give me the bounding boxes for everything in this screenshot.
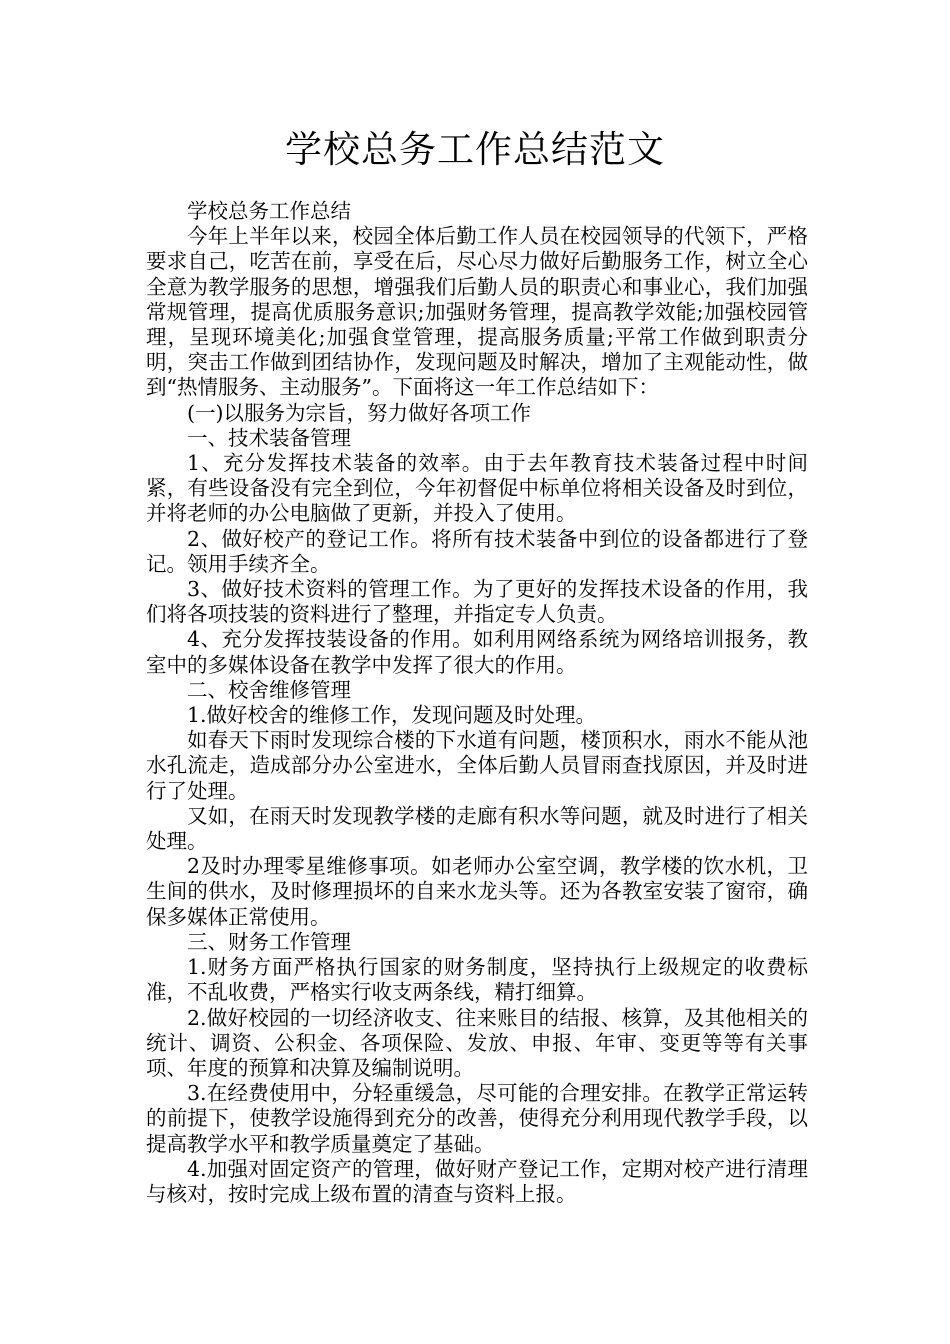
paragraph: 1.做好校舍的维修工作，发现问题及时处理。 <box>187 703 597 728</box>
paragraph: 3、做好技术资料的管理工作。为了更好的发挥技术设备的作用，我们将各项技装的资料进行了整理，并指定专人负责。 <box>146 577 808 627</box>
document-title: 学校总务工作总结范文 <box>285 128 665 171</box>
paragraph: 1、充分发挥技术装备的效率。由于去年教育技术装备过程中时间紧，有些设备没有完全到位，今年初督促中标单位将相关设备及时到位，并将老师的办公电脑做了更新，并投入了使用。 <box>146 451 808 526</box>
paragraph: 如春天下雨时发现综合楼的下水道有问题，楼顶积水，雨水不能从池水孔流走，造成部分办公室进水，全体后勤人员冒雨查找原因，并及时进行了处理。 <box>146 728 808 803</box>
subsection-heading-finance: 三、财务工作管理 <box>187 929 351 954</box>
paragraph: 4.加强对固定资产的管理，做好财产登记工作，定期对校产进行清理与核对，按时完成上级布置的清查与资料上报。 <box>146 1156 808 1206</box>
document-body <box>146 199 808 1207</box>
paragraph: 又如，在雨天时发现教学楼的走廊有积水等问题，就及时进行了相关处理。 <box>146 803 808 854</box>
paragraph: 2、做好校产的登记工作。将所有技术装备中到位的设备都进行了登记。领用手续齐全。 <box>146 526 808 576</box>
section-heading: (一)以服务为宗旨，努力做好各项工作 <box>187 400 531 425</box>
subsection-heading-maintenance: 二、校舍维修管理 <box>187 677 351 702</box>
paragraph: 3.在经费使用中，分轻重缓急，尽可能的合理安排。在教学正常运转的前提下，使教学设施得到充分的改善，使得充分利用现代教学手段，以提高教学水平和教学质量奠定了基础。 <box>146 1081 808 1156</box>
subsection-heading-equipment: 一、技术装备管理 <box>187 425 351 450</box>
paragraph: 2.做好校园的一切经济收支、往来账目的结报、核算，及其他相关的统计、调资、公积金、各项保险、发放、申报、年审、变更等等有关事项、年度的预算和决算及编制说明。 <box>146 1005 808 1080</box>
paragraph: 2及时办理零星维修事项。如老师办公室空调，教学楼的饮水机，卫生间的供水，及时修理损坏的自来水龙头等。还为各教室安装了窗帘，确保多媒体正常使用。 <box>146 854 808 929</box>
paragraph: 1.财务方面严格执行国家的财务制度，坚持执行上级规定的收费标准，不乱收费，严格实行收支两条线，精打细算。 <box>146 955 808 1005</box>
paragraph-intro: 今年上半年以来，校园全体后勤工作人员在校园领导的代领下，严格要求自己，吃苦在前，享受在后，尽心尽力做好后勤服务工作，树立全心全意为教学服务的思想，增强我们后勤人员的职责心和事业心，我们加强常规管理，提高优质服务意识;加强财务管理，提高教学效能;加强校园管理，呈现环境美化;加强食堂管理，提高服务质量;平常工作做到职责分明，突击工作做到团结协作，发现问题及时解决，增加了主观能动性，做到“热情服务、主动服务”。下面将这一年工作总结如下： <box>146 224 808 400</box>
paragraph-heading: 学校总务工作总结 <box>187 199 351 223</box>
paragraph: 4、充分发挥技装设备的作用。如利用网络系统为网络培训报务，教室中的多媒体设备在教学中发挥了很大的作用。 <box>146 627 808 677</box>
